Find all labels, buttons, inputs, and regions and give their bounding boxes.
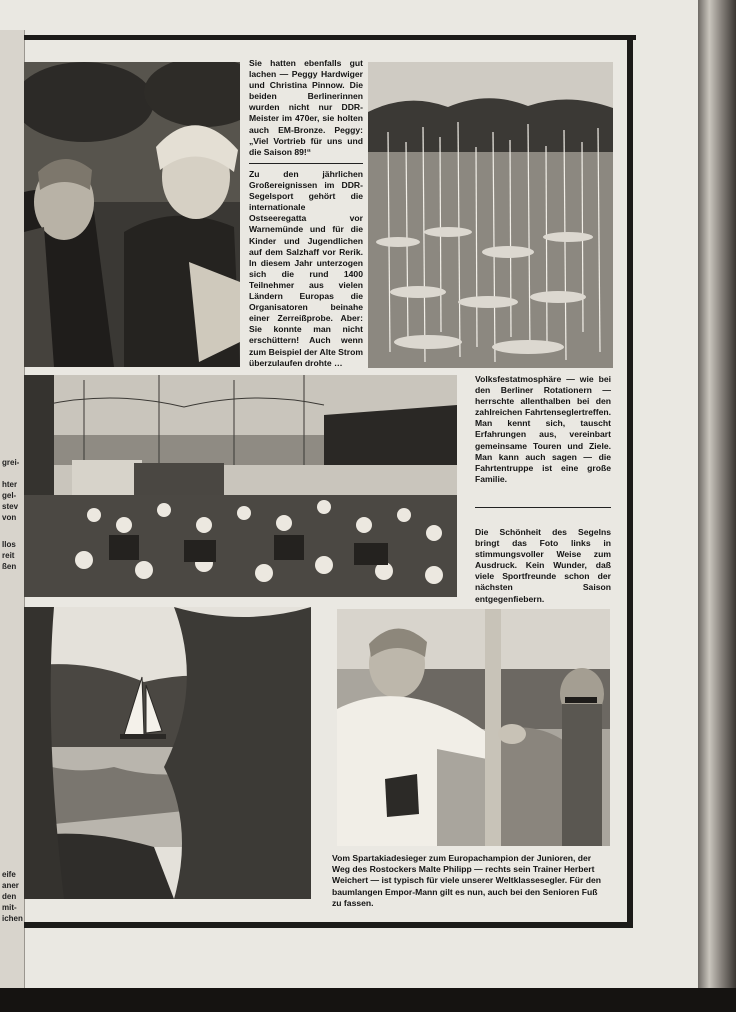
bottom-rule — [24, 922, 633, 928]
photo-two-sailors — [24, 62, 240, 367]
margin-fragment: Ilos — [2, 540, 16, 549]
photo-harbour-boats — [368, 62, 613, 368]
photo-lake-image — [24, 607, 311, 899]
photo-harbour-image — [368, 62, 613, 368]
margin-fragment: grei- — [2, 458, 20, 467]
adjacent-page-strip — [0, 30, 25, 990]
margin-fragment: reit — [2, 551, 15, 560]
photo-festival-image — [24, 375, 457, 597]
photo-two-sailors-image — [24, 62, 240, 367]
scan-bottom-band — [0, 988, 736, 1012]
margin-fragment: gel- — [2, 491, 17, 500]
text-separator — [249, 163, 363, 164]
margin-fragment: hter — [2, 480, 18, 489]
margin-fragment: mit- — [2, 903, 17, 912]
right-rule — [627, 35, 633, 928]
margin-fragment: ichen — [2, 914, 23, 923]
photo-sailor-image — [337, 609, 610, 846]
main-paragraph: Zu den jährlichen Großereignissen im DDR-Segelsport gehört die internationale Ostseeregatta vor Warnemünde und für die Kinder und Jugendlichen auf dem Salzhaff vor Rerik. In diesem Jahr unterzogen sich die rund 1400 Teilnehmer aus vielen Ländern Europas die Organisatoren beinahe einer Zerreißprobe. Aber: Sie konnte man nicht erschüttern! Auch wenn zum Beispiel der Alte Strom überzulaufen drohte … — [249, 169, 363, 368]
bottom-caption: Vom Spartakiadesieger zum Europachampion der Junioren, der Weg des Rostockers Malte Philipp — rechts sein Trainer Herbert Weichert — ist typisch für viele unserer Weltklassesegler. Für den baumlangen Empor-Mann gilt es nun, auch bei den Senioren Fuß zu fassen. — [332, 853, 602, 908]
caption-separator — [475, 507, 611, 508]
page-binding-edge — [698, 0, 736, 1000]
photo-lake-sailboat — [24, 607, 311, 899]
lake-caption: Die Schönheit des Segelns bringt das Foto links in stimmungsvoller Weise zum Ausdruck. Kein Wunder, daß viele Sportfreunde schon der nächsten Saison entgegenfiebern. — [475, 527, 611, 604]
margin-fragment: stev — [2, 502, 19, 511]
photo-festival-crowd — [24, 375, 457, 597]
top-rule — [24, 35, 636, 40]
festival-caption: Volksfestatmosphäre — wie bei den Berliner Rotationern — herrschte allenthalben bei den zahlreichen Fahrtenseglertreffen. Man kennt sich, tauscht Erfahrungen aus, vereinbart gemeinsame Touren und Ziele. Man kann auch sagen — die Fahrtentruppe ist eine große Familie. — [475, 374, 611, 484]
margin-fragment: eife — [2, 870, 16, 879]
margin-fragment: den — [2, 892, 17, 901]
margin-fragment: ßen — [2, 562, 17, 571]
margin-fragment: aner — [2, 881, 19, 890]
intro-paragraph: Sie hatten ebenfalls gut lachen — Peggy Hardwiger und Christina Pinnow. Die beiden Berlinerinnen wurden nicht nur DDR-Meister im 470er, sie holten auch EM-Bronze. Peggy: „Viel Vortrieb für uns und die Saison 89!“ — [249, 58, 363, 157]
margin-fragment: von — [2, 513, 17, 522]
photo-sailor-and-trainer — [337, 609, 610, 846]
